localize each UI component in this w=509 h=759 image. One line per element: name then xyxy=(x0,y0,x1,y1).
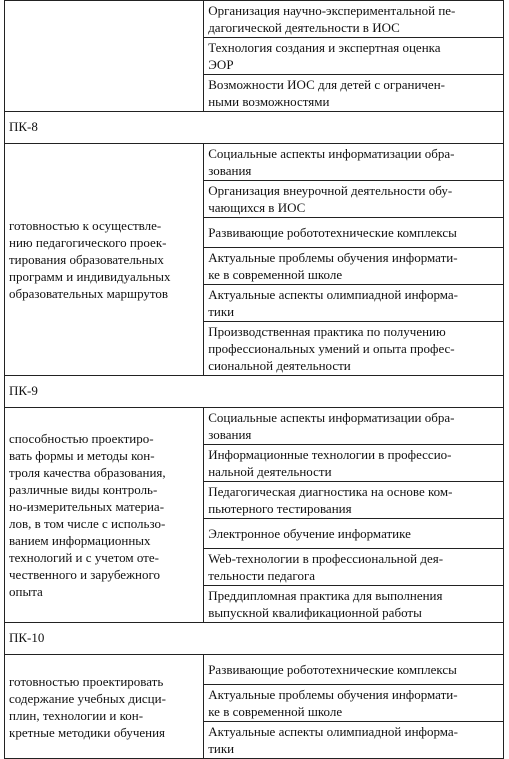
course-name-line: ке в современной школе xyxy=(208,267,343,282)
course-name-line: Социальные аспекты информатизации обра- xyxy=(208,146,455,161)
course-name-line: Производственная практика по получению xyxy=(208,324,446,339)
competence-description xyxy=(5,1,204,112)
course-name xyxy=(204,549,504,586)
course-name-line: ными возможностями xyxy=(208,94,330,109)
course-name xyxy=(204,519,504,549)
course-name xyxy=(204,75,504,112)
competence-description-line: различные виды контроль- xyxy=(9,482,158,497)
course-name-line: Развивающие робототехнические комплексы xyxy=(208,225,457,240)
course-name-line: зования xyxy=(208,163,252,178)
competence-description-line: вать формы и методы кон- xyxy=(9,448,155,463)
course-name-line: Социальные аспекты информатизации обра- xyxy=(208,410,455,425)
competence-description-line: кретные методики обучения xyxy=(9,724,166,740)
course-name-line: дагогической деятельности в ИОС xyxy=(208,20,400,35)
competence-description-line: чественного и зарубежного xyxy=(9,567,161,582)
competence-description-line: плин, технологии и кон- xyxy=(9,707,144,723)
course-name-line: Преддипломная практика для выполнения xyxy=(208,588,443,603)
course-name xyxy=(204,38,504,75)
course-name-line: зования xyxy=(208,427,252,442)
competence-description-line: способностью проектиро- xyxy=(9,431,154,446)
course-name-line: Возможности ИОС для детей с ограничен- xyxy=(208,77,445,92)
competence-description xyxy=(5,408,204,623)
course-name xyxy=(204,685,504,722)
competence-description-line: но-измерительных материа- xyxy=(9,499,165,514)
competence-description-line: лов, в том числе с использо- xyxy=(9,516,166,531)
course-name-line: ЭОР xyxy=(208,57,234,72)
course-name-line: пьютерного тестирования xyxy=(208,501,352,516)
course-name xyxy=(204,248,504,285)
competence-description-line: опыта xyxy=(9,584,43,599)
course-name-line: Педагогическая диагностика на основе ком- xyxy=(208,484,453,499)
course-row xyxy=(5,144,504,181)
competence-code-row xyxy=(5,376,504,408)
competence-description xyxy=(5,144,204,376)
competence-description-line: готовностью к осуществле- xyxy=(9,218,162,233)
course-name-line: Электронное обучение информатике xyxy=(208,526,411,541)
course-name-line: профессиональных умений и опыта профес- xyxy=(208,341,455,356)
course-name xyxy=(204,482,504,519)
course-name-line: Актуальные аспекты олимпиадной информа- xyxy=(208,724,458,739)
course-row xyxy=(5,655,504,685)
competence-description xyxy=(5,655,204,759)
competence-code: ПК-10 xyxy=(5,623,504,655)
course-name xyxy=(204,586,504,623)
course-name xyxy=(204,285,504,322)
competence-description-line: готовностью проектировать xyxy=(9,673,164,689)
course-name xyxy=(204,1,504,38)
competence-table xyxy=(4,0,504,759)
course-name-line: Организация научно-экспериментальной пе- xyxy=(208,3,456,18)
competence-code: ПК-9 xyxy=(5,376,504,408)
competence-description-line: технологий и с учетом оте- xyxy=(9,550,159,565)
course-name xyxy=(204,322,504,376)
course-row xyxy=(5,1,504,38)
course-name xyxy=(204,722,504,759)
course-name xyxy=(204,408,504,445)
course-name xyxy=(204,445,504,482)
course-name-line: Организация внеурочной деятельности обу- xyxy=(208,183,453,198)
competence-code-row xyxy=(5,623,504,655)
course-name xyxy=(204,655,504,685)
course-name-line: Актуальные проблемы обучения информати- xyxy=(208,687,458,702)
competence-description-line: программ и индивидуальных xyxy=(9,269,171,284)
course-name xyxy=(204,181,504,218)
course-name-line: Развивающие робототехнические комплексы xyxy=(208,662,457,677)
course-name-line: сиональной деятельности xyxy=(208,358,351,373)
course-row xyxy=(5,408,504,445)
competence-description-line: образовательных маршрутов xyxy=(9,286,169,301)
competence-description-line: тирования образовательных xyxy=(9,252,164,267)
course-name-line: нальной деятельности xyxy=(208,464,332,479)
competence-description-line: содержание учебных дисци- xyxy=(9,690,166,706)
course-name-line: Информационные технологии в профессио- xyxy=(208,447,452,462)
course-name-line: тики xyxy=(208,741,235,756)
course-name-line: чающихся в ИОС xyxy=(208,200,306,215)
competence-description-line: ванием информационных xyxy=(9,533,151,548)
course-name-line: ке в современной школе xyxy=(208,704,343,719)
course-name-line: тельности педагога xyxy=(208,568,316,583)
competence-description-line: троля качества образования, xyxy=(9,465,166,480)
course-name-line: тики xyxy=(208,304,235,319)
course-name-line: Технология создания и экспертная оценка xyxy=(208,40,441,55)
course-name-line: Актуальные проблемы обучения информати- xyxy=(208,250,458,265)
course-name-line: Web-технологии в профессиональной дея- xyxy=(208,551,444,566)
course-name-line: Актуальные аспекты олимпиадной информа- xyxy=(208,287,458,302)
course-name xyxy=(204,218,504,248)
competence-code: ПК-8 xyxy=(5,112,504,144)
course-name xyxy=(204,144,504,181)
course-name-line: выпускной квалификационной работы xyxy=(208,605,422,620)
competence-code-row xyxy=(5,112,504,144)
competence-description-line: нию педагогического проек- xyxy=(9,235,167,250)
